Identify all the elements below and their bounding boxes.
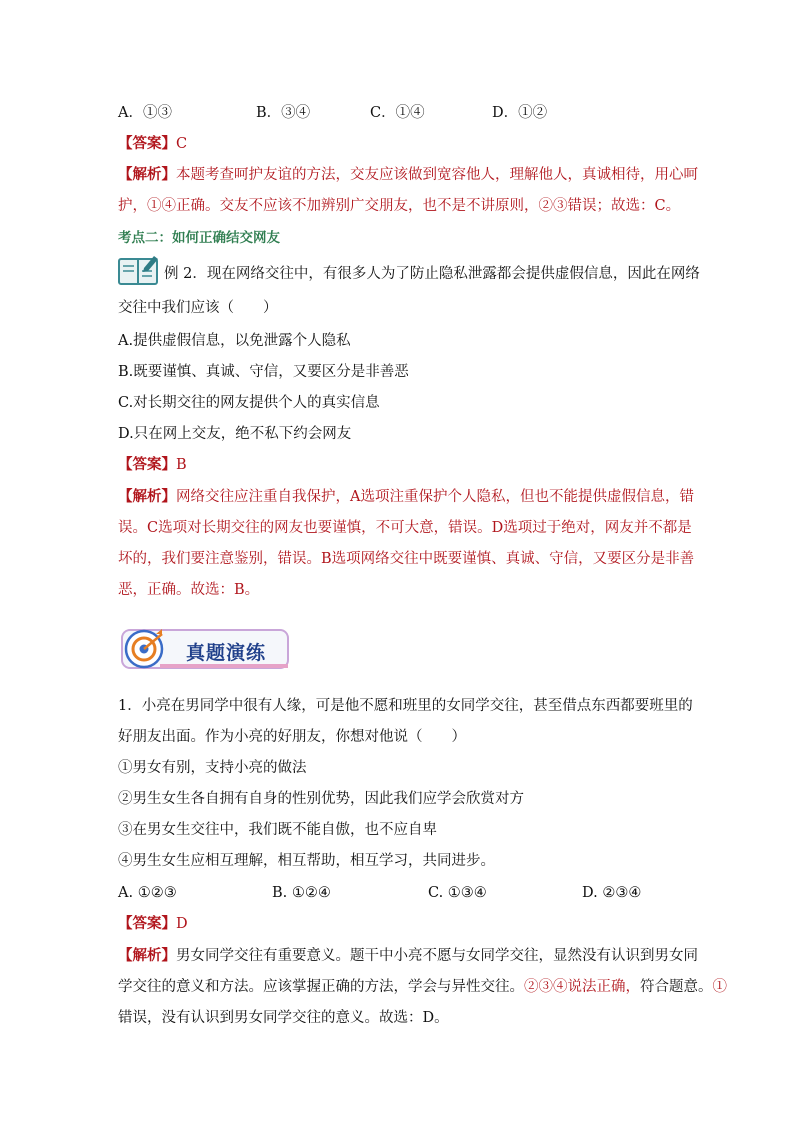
explanation-text: 男女同学交往有重要意义。题干中小亮不愿与女同学交往，显然没有认识到男女同 xyxy=(176,948,698,964)
answer-tag: 【答案】 xyxy=(118,915,176,932)
answer-1 xyxy=(118,134,678,154)
example-question-line2: 交往中我们应该（ ） xyxy=(118,300,278,316)
explanation-text: 符合题意。 xyxy=(640,979,713,995)
answer-3 xyxy=(118,914,678,934)
explanation-3-line1 xyxy=(118,946,698,966)
explanation-tag: 【解析】 xyxy=(118,166,176,183)
explanation-text: 本题考查呵护友谊的方法，交友应该做到宽容他人，理解他人，真诚相待，用心呵 xyxy=(176,167,698,183)
explanation-highlight: ① xyxy=(712,979,727,995)
section-heading: 考点二：如何正确结交网友 xyxy=(118,230,280,246)
explanation-tag: 【解析】 xyxy=(118,947,176,964)
example-option-d: D.只在网上交友，绝不私下约会网友 xyxy=(118,426,352,442)
explanation-text: 网络交往应注重自我保护，A选项注重保护个人隐私，但也不能提供虚假信息，错 xyxy=(176,489,694,505)
question-1-item-4: ④男生女生应相互理解，相互帮助，相互学习，共同进步。 xyxy=(118,853,495,869)
example-question-line1: 例 2．现在网络交往中，有很多人为了防止隐私泄露都会提供虚假信息，因此在网络 xyxy=(164,266,700,282)
explanation-1-line2: 护，①④正确。交友不应该不加辨别广交朋友，也不是不讲原则，②③错误；故选：C。 xyxy=(118,198,681,214)
banner-title: 真题演练 xyxy=(186,642,267,664)
question-1-line2: 好朋友出面。作为小亮的好朋友，你想对他说（ ） xyxy=(118,729,466,745)
question-1-item-1: ①男女有别，支持小亮的做法 xyxy=(118,760,307,776)
answer-2 xyxy=(118,455,678,475)
explanation-tag: 【解析】 xyxy=(118,488,176,505)
answer-value: D xyxy=(176,916,188,932)
example-option-a: A.提供虚假信息，以免泄露个人隐私 xyxy=(118,333,351,349)
question-1-option-a: A. ①②③ xyxy=(118,885,177,901)
explanation-1-line1 xyxy=(118,165,698,185)
option-b: B．③④ xyxy=(256,105,311,121)
book-pencil-icon xyxy=(118,254,160,286)
answer-tag: 【答案】 xyxy=(118,456,176,473)
explanation-text: 学交往的意义和方法。应该掌握正确的方法，学会与异性交往。 xyxy=(118,979,524,995)
option-d: D．①② xyxy=(492,105,548,121)
example-option-c: C.对长期交往的网友提供个人的真实信息 xyxy=(118,395,380,411)
question-1-option-c: C. ①③④ xyxy=(428,885,487,901)
explanation-2-line4: 恶，正确。故选：B。 xyxy=(118,582,260,598)
answer-tag: 【答案】 xyxy=(118,135,176,152)
explanation-2-line2: 误。C选项对长期交往的网友也要谨慎，不可大意，错误。D选项过于绝对，网友并不都是 xyxy=(118,520,692,536)
answer-value: C xyxy=(176,136,188,152)
explanation-2-line1 xyxy=(118,487,694,507)
example-option-b: B.既要谨慎、真诚、守信，又要区分是非善恶 xyxy=(118,364,409,380)
question-1-item-3: ③在男女生交往中，我们既不能自傲，也不应自卑 xyxy=(118,822,437,838)
question-1-option-d: D. ②③④ xyxy=(582,885,642,901)
explanation-highlight: ②③④说法正确， xyxy=(524,979,640,995)
question-1-item-2: ②男生女生各自拥有自身的性别优势，因此我们应学会欣赏对方 xyxy=(118,791,524,807)
explanation-3-line2 xyxy=(118,977,727,997)
explanation-3-line3: 错误，没有认识到男女同学交往的意义。故选：D。 xyxy=(118,1010,449,1026)
option-c: C．①④ xyxy=(370,105,425,121)
explanation-2-line3: 坏的，我们要注意鉴别，错误。B选项网络交往中既要谨慎、真诚、守信，又要区分是非善 xyxy=(118,551,695,567)
option-a: A．①③ xyxy=(118,105,172,121)
answer-value: B xyxy=(176,457,187,473)
question-1-line1: 1．小亮在男同学中很有人缘，可是他不愿和班里的女同学交往，甚至借点东西都要班里的 xyxy=(118,698,693,714)
question-1-option-b: B. ①②④ xyxy=(272,885,331,901)
